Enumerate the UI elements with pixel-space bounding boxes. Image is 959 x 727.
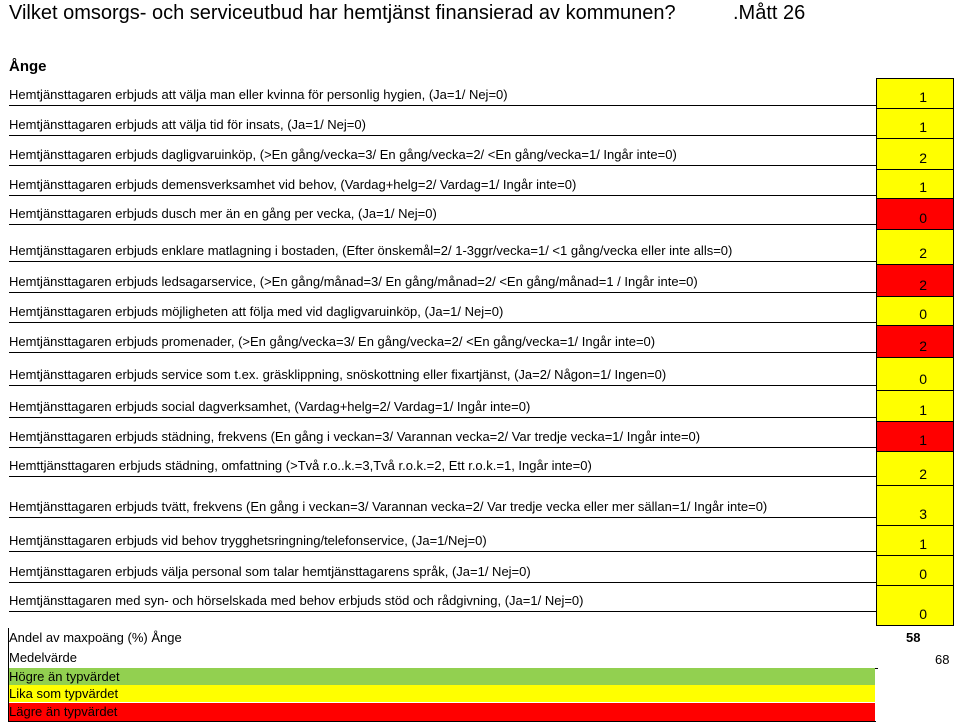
question-row: Hemtjänsttagaren erbjuds service som t.ex. gräsklippning, snöskottning eller fixartjänst, (Ja=2/ Någon=1/ Ingen=0) <box>9 365 878 386</box>
value-text: 2 <box>919 277 927 293</box>
value-cell <box>876 325 954 357</box>
average-label: Medelvärde <box>9 648 878 669</box>
legend-higher: Högre än typvärdet <box>9 668 875 685</box>
max-share-value: 58 <box>906 630 921 645</box>
frame-left-line <box>8 628 9 722</box>
value-text: 0 <box>919 306 927 322</box>
frame-bottom-line <box>8 721 876 722</box>
max-share-row <box>9 628 878 648</box>
value-cell <box>876 357 954 390</box>
value-text: 2 <box>919 338 927 354</box>
value-cell <box>876 485 954 525</box>
legend-lower: Lägre än typvärdet <box>9 703 875 721</box>
value-text: 1 <box>919 402 927 418</box>
value-text: 3 <box>919 506 927 522</box>
question-row: Hemtjänsttagaren erbjuds att välja man eller kvinna för personlig hygien, (Ja=1/ Nej=0) <box>9 85 878 106</box>
question-row: Hemtjänsttagaren erbjuds ledsagarservice, (>En gång/månad=3/ En gång/månad=2/ <En gång/månad=1 / Ingår inte=0) <box>9 272 878 293</box>
question-row: Hemtjänsttagaren erbjuds social dagverksamhet, (Vardag+helg=2/ Vardag=1/ Ingår inte=0) <box>9 397 878 418</box>
value-cell <box>876 198 954 229</box>
value-text: 1 <box>919 89 927 105</box>
value-text: 0 <box>919 566 927 582</box>
municipality-label: Ånge <box>9 58 47 75</box>
question-row: Hemtjänsttagaren erbjuds vid behov trygghetsringning/telefonservice, (Ja=1/Nej=0) <box>9 531 878 552</box>
max-share-municipality: Ånge <box>151 630 182 645</box>
legend-same: Lika som typvärdet <box>9 685 875 702</box>
value-text: 2 <box>919 245 927 261</box>
question-row: Hemtjänsttagaren med syn- och hörselskada med behov erbjuds stöd och rådgivning, (Ja=1/ Nej=0) <box>9 591 878 612</box>
value-text: 1 <box>919 432 927 448</box>
value-cell <box>876 138 954 169</box>
max-share-label: Andel av maxpoäng (%) <box>9 630 148 645</box>
value-cell <box>876 451 954 485</box>
page-title: Vilket omsorgs- och serviceutbud har hemtjänst finansierad av kommunen? <box>9 2 676 24</box>
value-cell <box>876 390 954 421</box>
question-row: Hemttjänsttagaren erbjuds städning, omfattning (>Två r.o..k.=3,Två r.o.k.=2, Ett r.o.k.=1, Ingår inte=0) <box>9 456 878 477</box>
value-cell <box>876 585 954 625</box>
value-text: 1 <box>919 179 927 195</box>
question-row: Hemtjänsttagaren erbjuds dusch mer än en gång per vecka, (Ja=1/ Nej=0) <box>9 204 878 225</box>
value-text: 0 <box>919 371 927 387</box>
question-row: Hemtjänsttagaren erbjuds promenader, (>En gång/vecka=3/ En gång/vecka=2/ <En gång/vecka=1/ Ingår inte=0) <box>9 332 878 353</box>
average-value: 68 <box>935 652 950 667</box>
value-cell <box>876 108 954 138</box>
value-text: 1 <box>919 536 927 552</box>
question-row: Hemtjänsttagaren erbjuds dagligvaruinköp, (>En gång/vecka=3/ En gång/vecka=2/ <En gång/vecka=1/ Ingår inte=0) <box>9 145 878 166</box>
question-row: Hemtjänsttagaren erbjuds att välja tid för insats, (Ja=1/ Nej=0) <box>9 115 878 136</box>
value-column-bottom-border <box>876 625 954 626</box>
value-cell <box>876 264 954 296</box>
question-row: Hemtjänsttagaren erbjuds enklare matlagning i bostaden, (Efter önskemål=2/ 1-3ggr/vecka=1/ <1 gång/vecka eller inte alls=0) <box>9 241 878 262</box>
value-cell <box>876 555 954 585</box>
value-cell <box>876 78 954 108</box>
value-text: 0 <box>919 210 927 226</box>
question-row: Hemtjänsttagaren erbjuds tvätt, frekvens (En gång i veckan=3/ Varannan vecka=2/ Var tredje vecka eller mer sällan=1/ Ingår inte=0) <box>9 497 878 518</box>
value-cell <box>876 421 954 451</box>
value-cell <box>876 296 954 325</box>
value-text: 0 <box>919 606 927 622</box>
value-text: 2 <box>919 150 927 166</box>
question-row: Hemtjänsttagaren erbjuds demensverksamhet vid behov, (Vardag+helg=2/ Vardag=1/ Ingår inte=0) <box>9 175 878 196</box>
value-text: 2 <box>919 466 927 482</box>
question-row: Hemtjänsttagaren erbjuds städning, frekvens (En gång i veckan=3/ Varannan vecka=2/ Var tredje vecka=1/ Ingår inte=0) <box>9 427 878 448</box>
question-row: Hemtjänsttagaren erbjuds möjligheten att följa med vid dagligvaruinköp, (Ja=1/ Nej=0) <box>9 302 878 323</box>
value-cell <box>876 525 954 555</box>
question-row: Hemtjänsttagaren erbjuds välja personal som talar hemtjänsttagarens språk, (Ja=1/ Nej=0) <box>9 562 878 583</box>
value-text: 1 <box>919 119 927 135</box>
value-cell <box>876 229 954 264</box>
measure-label: .Mått 26 <box>733 2 806 24</box>
value-cell <box>876 169 954 198</box>
